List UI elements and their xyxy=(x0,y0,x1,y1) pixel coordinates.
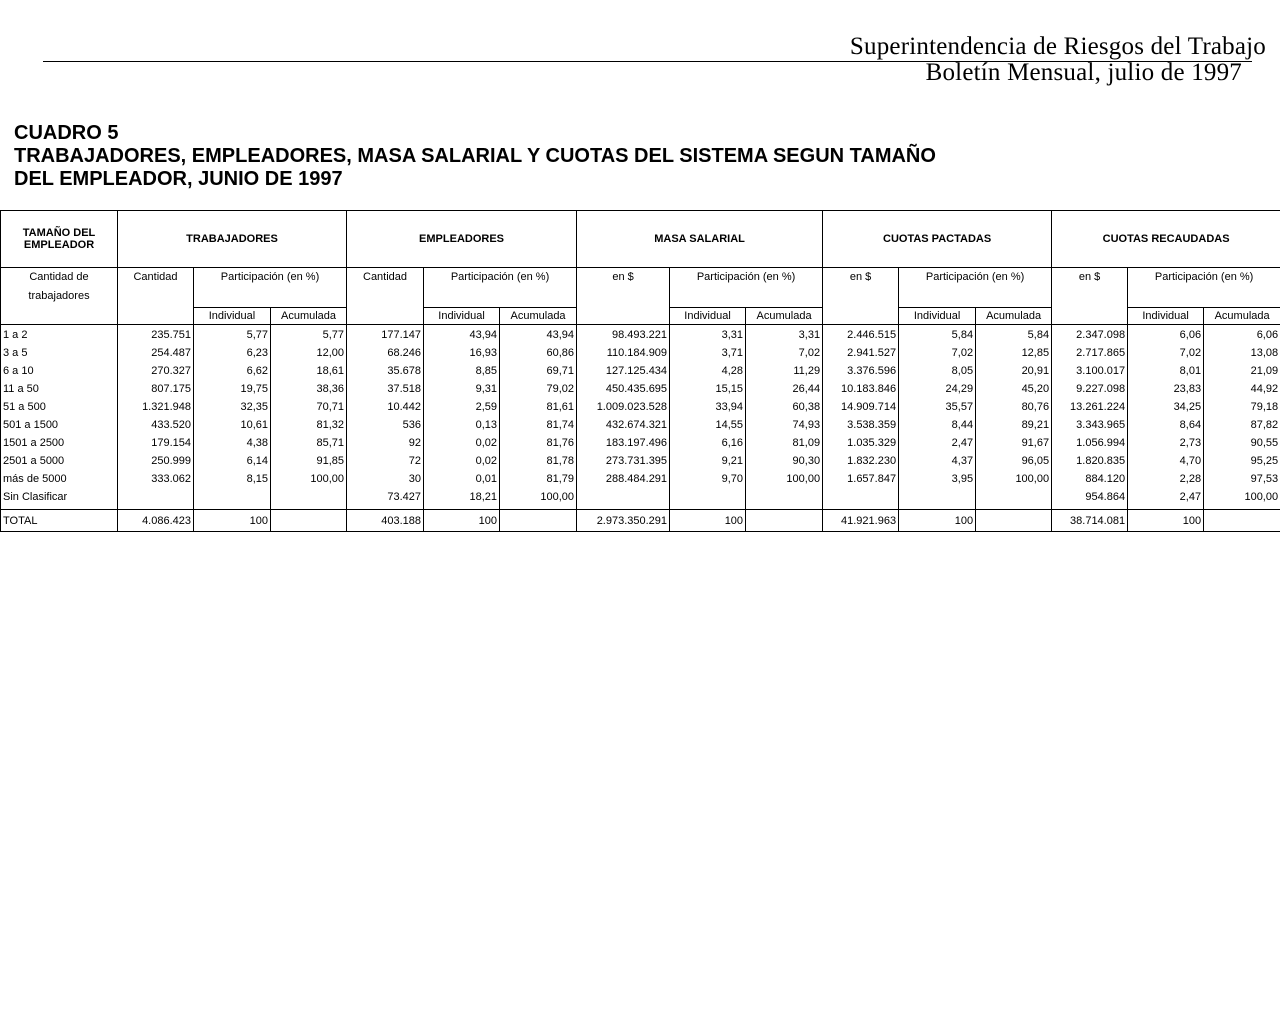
data-cell: 6,06 xyxy=(1204,325,1280,345)
subheader-pesos-masa: en $ xyxy=(577,268,670,325)
data-cell: 91,85 xyxy=(271,452,347,470)
data-cell: 2,59 xyxy=(424,398,500,416)
data-cell: 179.154 xyxy=(118,434,194,452)
table-row xyxy=(1,325,1280,345)
data-cell: 7,02 xyxy=(1128,344,1204,362)
data-cell: 250.999 xyxy=(118,452,194,470)
row-subheader-line-1: Cantidad de xyxy=(29,271,89,283)
data-cell xyxy=(577,488,670,506)
subheader-pesos-pactadas: en $ xyxy=(823,268,899,325)
data-cell: 4,28 xyxy=(670,362,746,380)
data-cell: 37.518 xyxy=(347,380,424,398)
data-cell: 4,38 xyxy=(194,434,271,452)
subheader-acumulada: Acumulada xyxy=(976,308,1052,325)
data-cell: 2,28 xyxy=(1128,470,1204,488)
subheader-participacion-empleadores: Participación (en %) xyxy=(424,268,577,308)
data-cell: 96,05 xyxy=(976,452,1052,470)
data-cell: 18,61 xyxy=(271,362,347,380)
data-cell: 127.125.434 xyxy=(577,362,670,380)
table-row xyxy=(1,380,1280,398)
data-cell: 14.909.714 xyxy=(823,398,899,416)
data-cell: 24,29 xyxy=(899,380,976,398)
data-cell: 9,21 xyxy=(670,452,746,470)
data-cell xyxy=(118,488,194,506)
data-cell: 20,91 xyxy=(976,362,1052,380)
data-cell: 4,37 xyxy=(899,452,976,470)
data-cell: 34,25 xyxy=(1128,398,1204,416)
row-header-subtitle xyxy=(1,268,118,325)
subheader-participacion-masa: Participación (en %) xyxy=(670,268,823,308)
statistics-table xyxy=(0,210,1280,532)
data-cell: 41.921.963 xyxy=(823,510,899,532)
data-cell: 5,77 xyxy=(194,325,271,345)
data-cell xyxy=(271,510,347,532)
data-cell: 3.376.596 xyxy=(823,362,899,380)
data-cell: 2.347.098 xyxy=(1052,325,1128,345)
data-cell: 30 xyxy=(347,470,424,488)
bulletin-date: Boletín Mensual, julio de 1997 xyxy=(925,59,1242,86)
data-cell: 43,94 xyxy=(500,325,577,345)
data-cell: 3.538.359 xyxy=(823,416,899,434)
data-cell: 10.442 xyxy=(347,398,424,416)
data-cell: 884.120 xyxy=(1052,470,1128,488)
data-cell: 1.056.994 xyxy=(1052,434,1128,452)
data-cell: 92 xyxy=(347,434,424,452)
data-cell: 8,85 xyxy=(424,362,500,380)
data-cell: 89,21 xyxy=(976,416,1052,434)
data-cell: 177.147 xyxy=(347,325,424,345)
subheader-individual: Individual xyxy=(424,308,500,325)
total-row xyxy=(1,510,1280,532)
data-cell: 3,71 xyxy=(670,344,746,362)
data-cell: 18,21 xyxy=(424,488,500,506)
data-cell: 8,05 xyxy=(899,362,976,380)
data-cell: 12,00 xyxy=(271,344,347,362)
data-cell: 3,31 xyxy=(670,325,746,345)
data-cell: 60,38 xyxy=(746,398,823,416)
header-rule xyxy=(43,61,1252,62)
table-row xyxy=(1,452,1280,470)
group-header-masa-salarial: MASA SALARIAL xyxy=(577,211,823,268)
data-cell: 8,64 xyxy=(1128,416,1204,434)
data-cell: 38,36 xyxy=(271,380,347,398)
table-row xyxy=(1,398,1280,416)
data-cell: 8,44 xyxy=(899,416,976,434)
data-cell: 73.427 xyxy=(347,488,424,506)
data-cell: 3,31 xyxy=(746,325,823,345)
data-cell: 90,30 xyxy=(746,452,823,470)
data-cell: 85,71 xyxy=(271,434,347,452)
data-cell: 81,74 xyxy=(500,416,577,434)
data-cell xyxy=(976,488,1052,506)
organization-name: Superintendencia de Riesgos del Trabajo xyxy=(849,33,1266,60)
data-cell: 15,15 xyxy=(670,380,746,398)
data-cell: 3.343.965 xyxy=(1052,416,1128,434)
data-cell xyxy=(746,488,823,506)
row-label: más de 5000 xyxy=(1,470,118,488)
data-cell: 9.227.098 xyxy=(1052,380,1128,398)
title-line-3: DEL EMPLEADOR, JUNIO DE 1997 xyxy=(14,168,343,190)
data-cell: 68.246 xyxy=(347,344,424,362)
data-cell: 954.864 xyxy=(1052,488,1128,506)
data-cell: 1.832.230 xyxy=(823,452,899,470)
row-label: 501 a 1500 xyxy=(1,416,118,434)
data-cell: 81,32 xyxy=(271,416,347,434)
data-cell: 81,61 xyxy=(500,398,577,416)
table-row xyxy=(1,470,1280,488)
data-cell: 16,93 xyxy=(424,344,500,362)
row-label: 1 a 2 xyxy=(1,325,118,345)
data-cell: 6,06 xyxy=(1128,325,1204,345)
data-cell: 807.175 xyxy=(118,380,194,398)
data-cell: 23,83 xyxy=(1128,380,1204,398)
data-cell: 97,53 xyxy=(1204,470,1280,488)
data-cell xyxy=(899,488,976,506)
row-label: Sin Clasificar xyxy=(1,488,118,506)
data-cell: 333.062 xyxy=(118,470,194,488)
subheader-individual: Individual xyxy=(670,308,746,325)
data-cell: 536 xyxy=(347,416,424,434)
data-cell: 4.086.423 xyxy=(118,510,194,532)
data-cell: 14,55 xyxy=(670,416,746,434)
row-subheader-line-2: trabajadores xyxy=(28,290,90,302)
data-cell: 270.327 xyxy=(118,362,194,380)
data-cell xyxy=(271,488,347,506)
data-cell: 21,09 xyxy=(1204,362,1280,380)
data-cell: 100 xyxy=(670,510,746,532)
data-cell: 87,82 xyxy=(1204,416,1280,434)
data-cell: 0,01 xyxy=(424,470,500,488)
data-cell xyxy=(976,510,1052,532)
data-cell: 2.941.527 xyxy=(823,344,899,362)
data-cell: 100,00 xyxy=(746,470,823,488)
row-header-title xyxy=(1,211,118,268)
data-cell: 95,25 xyxy=(1204,452,1280,470)
row-label: 3 a 5 xyxy=(1,344,118,362)
subheader-participacion-recaudadas: Participación (en %) xyxy=(1128,268,1280,308)
data-cell: 100 xyxy=(194,510,271,532)
data-cell: 2.446.515 xyxy=(823,325,899,345)
data-cell: 5,84 xyxy=(976,325,1052,345)
data-cell: 2,73 xyxy=(1128,434,1204,452)
data-cell: 5,77 xyxy=(271,325,347,345)
data-cell: 7,02 xyxy=(746,344,823,362)
data-cell: 81,76 xyxy=(500,434,577,452)
data-cell xyxy=(500,510,577,532)
data-cell: 38.714.081 xyxy=(1052,510,1128,532)
data-cell: 100,00 xyxy=(271,470,347,488)
data-cell: 13.261.224 xyxy=(1052,398,1128,416)
data-cell: 43,94 xyxy=(424,325,500,345)
data-cell: 33,94 xyxy=(670,398,746,416)
row-label: 1501 a 2500 xyxy=(1,434,118,452)
data-cell xyxy=(823,488,899,506)
data-cell: 11,29 xyxy=(746,362,823,380)
data-cell: 1.321.948 xyxy=(118,398,194,416)
data-cell: 79,18 xyxy=(1204,398,1280,416)
data-cell: 0,02 xyxy=(424,452,500,470)
data-cell: 2,47 xyxy=(899,434,976,452)
data-cell: 1.035.329 xyxy=(823,434,899,452)
data-cell: 100,00 xyxy=(1204,488,1280,506)
data-cell: 98.493.221 xyxy=(577,325,670,345)
row-label: 51 a 500 xyxy=(1,398,118,416)
group-header-trabajadores: TRABAJADORES xyxy=(118,211,347,268)
data-cell: 6,23 xyxy=(194,344,271,362)
data-cell: 235.751 xyxy=(118,325,194,345)
subheader-pesos-recaudadas: en $ xyxy=(1052,268,1128,325)
title-line-2: TRABAJADORES, EMPLEADORES, MASA SALARIAL Y CUOTAS DEL SISTEMA SEGUN TAMAÑO xyxy=(14,145,936,167)
title-line-1: CUADRO 5 xyxy=(14,122,119,144)
data-cell: 8,01 xyxy=(1128,362,1204,380)
data-cell: 450.435.695 xyxy=(577,380,670,398)
data-cell: 45,20 xyxy=(976,380,1052,398)
data-cell: 110.184.909 xyxy=(577,344,670,362)
group-header-empleadores: EMPLEADORES xyxy=(347,211,577,268)
table-row xyxy=(1,362,1280,380)
data-cell: 3,95 xyxy=(899,470,976,488)
data-cell: 1.009.023.528 xyxy=(577,398,670,416)
data-cell: 100 xyxy=(424,510,500,532)
data-cell: 6,14 xyxy=(194,452,271,470)
data-cell: 26,44 xyxy=(746,380,823,398)
data-cell: 183.197.496 xyxy=(577,434,670,452)
data-cell: 35,57 xyxy=(899,398,976,416)
data-cell xyxy=(1204,510,1280,532)
data-cell: 80,76 xyxy=(976,398,1052,416)
data-cell: 81,09 xyxy=(746,434,823,452)
data-cell: 432.674.321 xyxy=(577,416,670,434)
data-cell: 1.820.835 xyxy=(1052,452,1128,470)
row-label: 11 a 50 xyxy=(1,380,118,398)
data-cell: 72 xyxy=(347,452,424,470)
data-cell: 8,15 xyxy=(194,470,271,488)
data-cell xyxy=(746,510,823,532)
data-cell: 81,78 xyxy=(500,452,577,470)
data-cell: 100 xyxy=(1128,510,1204,532)
table-row xyxy=(1,488,1280,506)
data-cell xyxy=(670,488,746,506)
subheader-acumulada: Acumulada xyxy=(500,308,577,325)
subheader-cantidad-empleadores: Cantidad xyxy=(347,268,424,325)
data-cell: 1.657.847 xyxy=(823,470,899,488)
data-cell: 32,35 xyxy=(194,398,271,416)
data-cell: 0,13 xyxy=(424,416,500,434)
data-cell: 10,61 xyxy=(194,416,271,434)
data-cell: 100,00 xyxy=(500,488,577,506)
data-cell: 288.484.291 xyxy=(577,470,670,488)
data-cell: 12,85 xyxy=(976,344,1052,362)
data-cell: 6,62 xyxy=(194,362,271,380)
data-cell: 69,71 xyxy=(500,362,577,380)
subheader-individual: Individual xyxy=(899,308,976,325)
data-cell: 4,70 xyxy=(1128,452,1204,470)
group-header-cuotas-pactadas: CUOTAS PACTADAS xyxy=(823,211,1052,268)
data-cell: 9,31 xyxy=(424,380,500,398)
data-cell: 100 xyxy=(899,510,976,532)
subheader-acumulada: Acumulada xyxy=(746,308,823,325)
data-cell: 6,16 xyxy=(670,434,746,452)
data-cell: 7,02 xyxy=(899,344,976,362)
data-cell: 19,75 xyxy=(194,380,271,398)
table-row xyxy=(1,434,1280,452)
subheader-acumulada: Acumulada xyxy=(1204,308,1280,325)
data-cell: 254.487 xyxy=(118,344,194,362)
table-row xyxy=(1,344,1280,362)
data-cell: 2.717.865 xyxy=(1052,344,1128,362)
subheader-participacion-pactadas: Participación (en %) xyxy=(899,268,1052,308)
table-title xyxy=(14,122,936,191)
data-cell: 2,47 xyxy=(1128,488,1204,506)
data-cell: 35.678 xyxy=(347,362,424,380)
data-cell: 433.520 xyxy=(118,416,194,434)
data-cell: 60,86 xyxy=(500,344,577,362)
data-cell: 74,93 xyxy=(746,416,823,434)
table-body xyxy=(1,325,1280,532)
table-row xyxy=(1,416,1280,434)
data-cell: 273.731.395 xyxy=(577,452,670,470)
data-cell: 0,02 xyxy=(424,434,500,452)
subheader-individual: Individual xyxy=(1128,308,1204,325)
row-label: TOTAL xyxy=(1,510,118,532)
data-cell: 403.188 xyxy=(347,510,424,532)
group-header-cuotas-recaudadas: CUOTAS RECAUDADAS xyxy=(1052,211,1280,268)
data-cell: 9,70 xyxy=(670,470,746,488)
data-cell: 2.973.350.291 xyxy=(577,510,670,532)
subheader-individual: Individual xyxy=(194,308,271,325)
data-cell: 81,79 xyxy=(500,470,577,488)
data-cell: 10.183.846 xyxy=(823,380,899,398)
subheader-participacion-trabajadores: Participación (en %) xyxy=(194,268,347,308)
row-label: 2501 a 5000 xyxy=(1,452,118,470)
data-cell: 100,00 xyxy=(976,470,1052,488)
row-header-line-2: EMPLEADOR xyxy=(23,239,95,251)
data-cell: 70,71 xyxy=(271,398,347,416)
subheader-acumulada: Acumulada xyxy=(271,308,347,325)
subheader-cantidad-trabajadores: Cantidad xyxy=(118,268,194,325)
data-cell: 44,92 xyxy=(1204,380,1280,398)
data-cell: 90,55 xyxy=(1204,434,1280,452)
row-header-line-1: TAMAÑO DEL xyxy=(22,227,96,239)
data-cell: 13,08 xyxy=(1204,344,1280,362)
data-cell: 79,02 xyxy=(500,380,577,398)
data-cell xyxy=(194,488,271,506)
data-cell: 91,67 xyxy=(976,434,1052,452)
data-cell: 5,84 xyxy=(899,325,976,345)
row-label: 6 a 10 xyxy=(1,362,118,380)
data-cell: 3.100.017 xyxy=(1052,362,1128,380)
